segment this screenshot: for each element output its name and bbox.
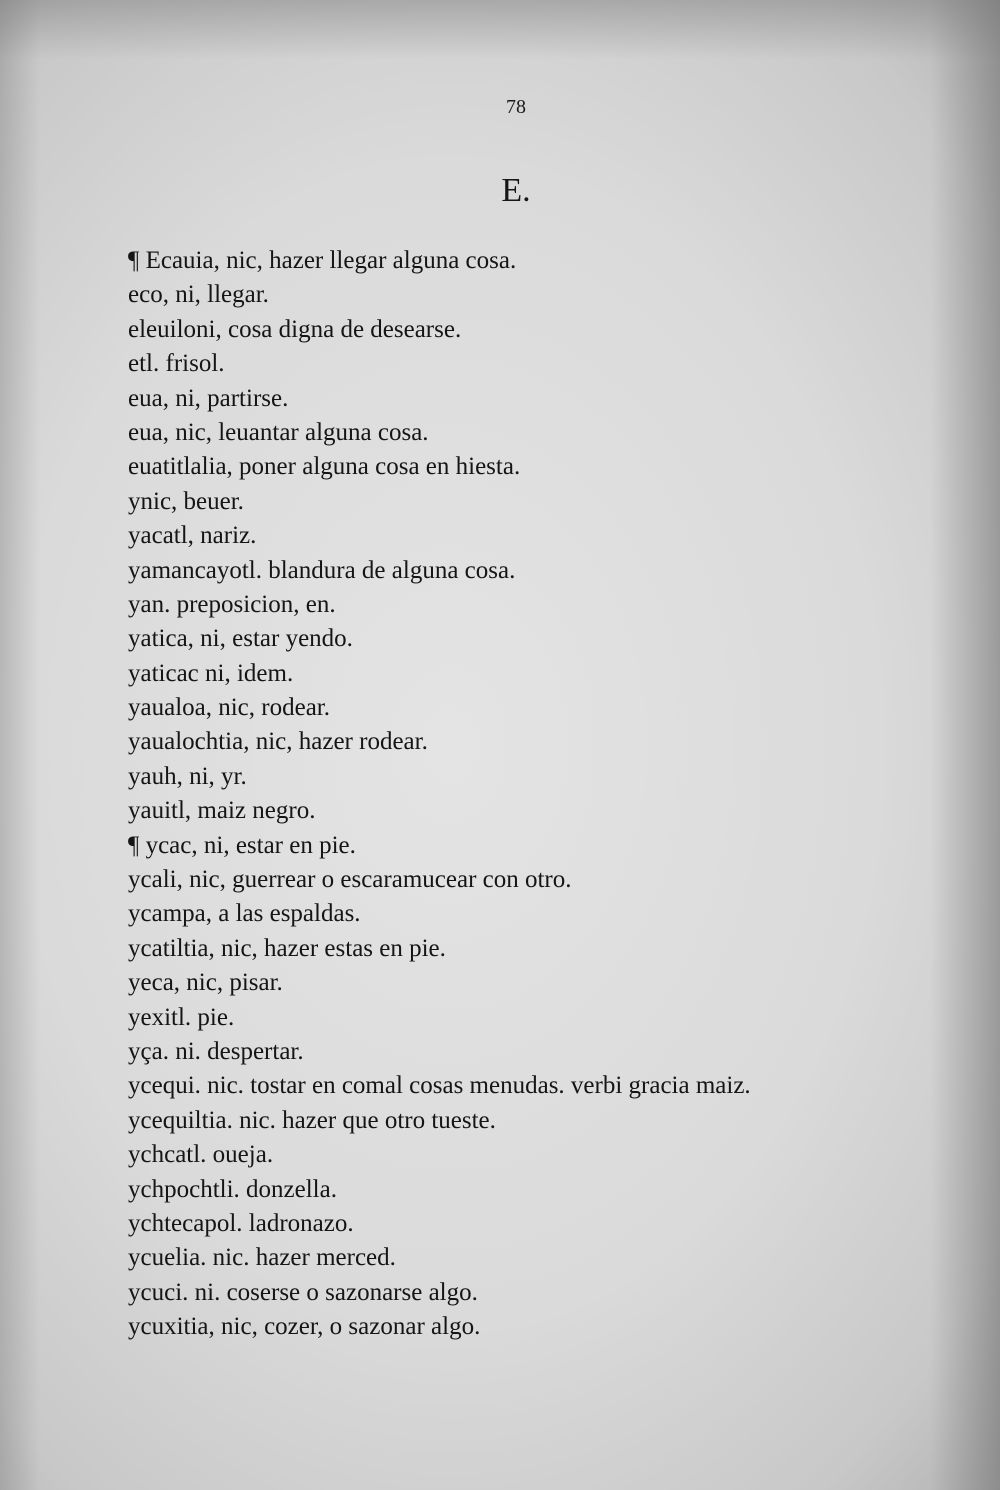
page-shadow-left: [0, 0, 40, 1490]
dictionary-entry: ¶ ycac, ni, estar en pie.: [128, 831, 356, 859]
dictionary-entry: euatitlalia, poner alguna cosa en hiesta.: [128, 453, 521, 481]
section-heading: E.: [501, 172, 531, 209]
dictionary-entry: ychpochtli. donzella.: [128, 1175, 337, 1203]
dictionary-entry: ychtecapol. ladronazo.: [128, 1209, 354, 1237]
dictionary-entry: ycuelia. nic. hazer merced.: [128, 1244, 396, 1272]
dictionary-entry: ynic, beuer.: [128, 487, 244, 515]
dictionary-entry: yaualochtia, nic, hazer rodear.: [128, 728, 428, 756]
dictionary-entry: eleuiloni, cosa digna de desearse.: [128, 315, 462, 343]
dictionary-entry: yatica, ni, estar yendo.: [128, 625, 353, 653]
dictionary-entry: ycequi. nic. tostar en comal cosas menudas. verbi gracia maiz.: [128, 1072, 751, 1100]
dictionary-entry: yça. ni. despertar.: [128, 1037, 304, 1065]
dictionary-entry: yan. preposicion, en.: [128, 590, 336, 618]
dictionary-entry: yacatl, nariz.: [128, 522, 257, 550]
dictionary-entry: yamancayotl. blandura de alguna cosa.: [128, 556, 516, 584]
dictionary-entry: ycampa, a las espaldas.: [128, 900, 361, 928]
dictionary-entry: ¶ Ecauia, nic, hazer llegar alguna cosa.: [128, 247, 517, 274]
dictionary-entry: ycali, nic, guerrear o escaramucear con otro.: [128, 866, 572, 894]
dictionary-entry: etl. frisol.: [128, 350, 225, 378]
dictionary-entry: yexitl. pie.: [128, 1003, 235, 1031]
dictionary-entry: ycequiltia. nic. hazer que otro tueste.: [128, 1106, 496, 1134]
dictionary-entry: eua, ni, partirse.: [128, 384, 289, 412]
dictionary-entry: yaticac ni, idem.: [128, 659, 294, 687]
dictionary-entry: yaualoa, nic, rodear.: [128, 694, 330, 722]
dictionary-entry: ychcatl. oueja.: [128, 1141, 274, 1169]
page-number: 78: [506, 96, 526, 118]
dictionary-entry: ycatiltia, nic, hazer estas en pie.: [128, 934, 446, 962]
dictionary-entry: eco, ni, llegar.: [128, 281, 269, 309]
dictionary-entry: ycuxitia, nic, cozer, o sazonar algo.: [128, 1313, 481, 1341]
dictionary-entry: eua, nic, leuantar alguna cosa.: [128, 418, 429, 446]
page-shadow-right: [930, 0, 1000, 1490]
page-shadow-top: [0, 0, 1000, 60]
dictionary-entry: ycuci. ni. coserse o sazonarse algo.: [128, 1278, 478, 1306]
dictionary-entry: yauh, ni, yr.: [128, 762, 247, 790]
dictionary-entry: yauitl, maiz negro.: [128, 797, 316, 825]
dictionary-entries: [128, 244, 751, 1345]
dictionary-entry: yeca, nic, pisar.: [128, 969, 283, 997]
